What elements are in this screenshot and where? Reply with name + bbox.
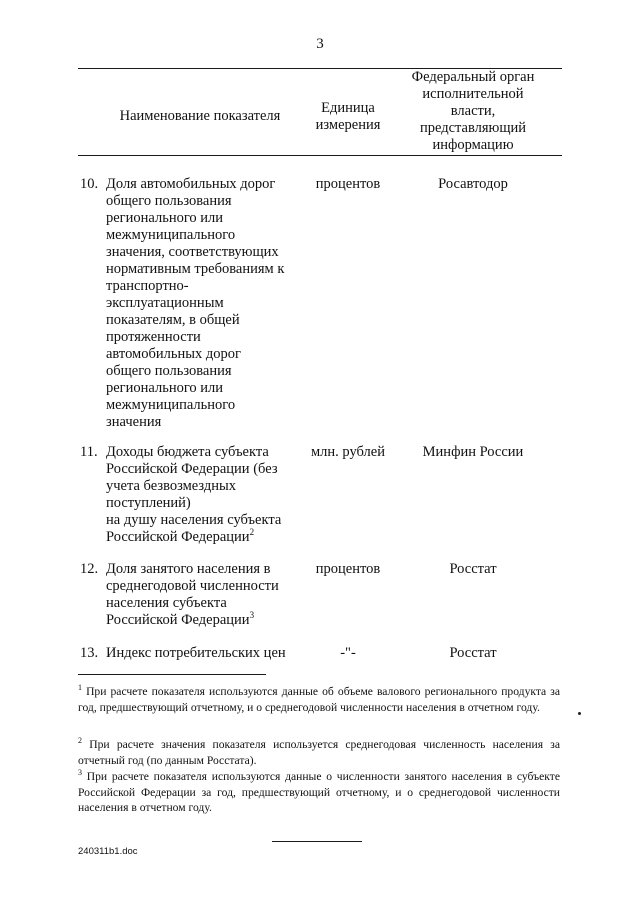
- row-agency: Минфин России: [422, 444, 524, 460]
- row-name-line: регионального или: [106, 380, 224, 396]
- header-unit-line: измерения: [315, 117, 381, 133]
- row-name-line: регионального или: [106, 210, 224, 226]
- header-agency-line: исполнительной: [422, 86, 524, 102]
- header-agency: [398, 69, 548, 154]
- bottom-center-rule: [272, 841, 362, 842]
- header-indicator: [100, 108, 300, 125]
- row-name-line-text: Российской Федерации: [106, 529, 250, 545]
- row-agency: Росстат: [449, 645, 497, 661]
- page-number: 3: [316, 36, 324, 52]
- row-name-line: значения, соответствующих: [106, 244, 279, 260]
- row-number: 11.: [80, 444, 98, 460]
- header-unit: [298, 100, 398, 134]
- row-name-line: на душу населения субъекта: [106, 512, 282, 528]
- row-name-line: значения: [106, 414, 162, 430]
- footnote-mark: 3: [78, 768, 82, 778]
- row-indicator-name: [106, 645, 286, 662]
- row-name-line: Доля автомобильных дорог: [106, 176, 276, 192]
- row-unit: процентов: [315, 561, 381, 577]
- row-agency: Росавтодор: [438, 176, 508, 192]
- row-name-line: Российской Федерации (без: [106, 461, 278, 477]
- footnote-1: [78, 684, 560, 715]
- row-indicator-name: [106, 444, 281, 546]
- footnote-mark: 2: [78, 736, 82, 746]
- header-indicator-line: Наименование показателя: [119, 108, 281, 124]
- row-name-line: эксплуатационным: [106, 295, 224, 311]
- row-name-line: населения субъекта: [106, 595, 227, 611]
- row-name-line: [106, 529, 281, 546]
- header-agency-line: власти,: [450, 103, 496, 119]
- row-unit: млн. рублей: [311, 444, 385, 460]
- footnote-mark: 1: [78, 683, 82, 693]
- row-name-line-text: Российской Федерации: [106, 612, 250, 628]
- row-name-line: среднегодовой численности: [106, 578, 279, 594]
- footnote-ref: 2: [249, 527, 255, 538]
- row-name-line: общего пользования: [106, 363, 232, 379]
- header-bottom-rule: [78, 155, 562, 156]
- row-name-line: показателям, в общей: [106, 312, 240, 328]
- row-name-line: поступлений): [106, 495, 191, 511]
- row-name-line: Доля занятого населения в: [106, 561, 271, 577]
- header-unit-line: Единица: [321, 100, 375, 116]
- header-agency-line: информацию: [432, 137, 514, 153]
- row-indicator-name: [106, 561, 279, 629]
- row-name-line: учета безвозмездных: [106, 478, 236, 494]
- row-name-line: общего пользования: [106, 193, 232, 209]
- scan-speck: [578, 712, 581, 715]
- row-name-line: автомобильных дорог: [106, 346, 241, 362]
- footnote-separator: [78, 674, 266, 675]
- header-agency-line: Федеральный орган: [411, 69, 535, 85]
- row-name-line: транспортно-: [106, 278, 189, 294]
- header-agency-line: представляющий: [419, 120, 527, 136]
- row-number: 12.: [80, 561, 99, 577]
- footnote-2: [78, 737, 560, 768]
- row-name-line: [106, 612, 279, 629]
- row-name-line: межмуниципального: [106, 227, 236, 243]
- document-id: 240311b1.doc: [78, 846, 138, 857]
- footnote-text: При расчете показателя используются данные о численности занятого населения в субъекте Российской Федерации за год, предшествующий отчетному, и о среднегодовой численности населения в отчетном году.: [78, 770, 560, 814]
- row-number: 13.: [80, 645, 99, 661]
- row-unit: -"-: [340, 645, 356, 661]
- row-number: 10.: [80, 176, 99, 192]
- footnote-ref: 3: [249, 610, 255, 621]
- row-name-line: Доходы бюджета субъекта: [106, 444, 269, 460]
- row-agency: Росстат: [449, 561, 497, 577]
- row-indicator-name: [106, 176, 284, 431]
- row-unit: процентов: [315, 176, 381, 192]
- row-name-line: межмуниципального: [106, 397, 236, 413]
- row-name-line: протяженности: [106, 329, 201, 345]
- footnote-text: При расчете показателя используются данные об объеме валового регионального продукта за год, предшествующий отчетному, и о среднегодовой численности населения в отчетном году.: [78, 685, 560, 714]
- footnote-text: При расчете значения показателя используется среднегодовая численность населения за отчетный год (по данным Росстата).: [78, 738, 560, 767]
- row-name-line: Индекс потребительских цен: [106, 645, 286, 661]
- row-name-line: нормативным требованиям к: [106, 261, 285, 277]
- footnote-3: [78, 769, 560, 816]
